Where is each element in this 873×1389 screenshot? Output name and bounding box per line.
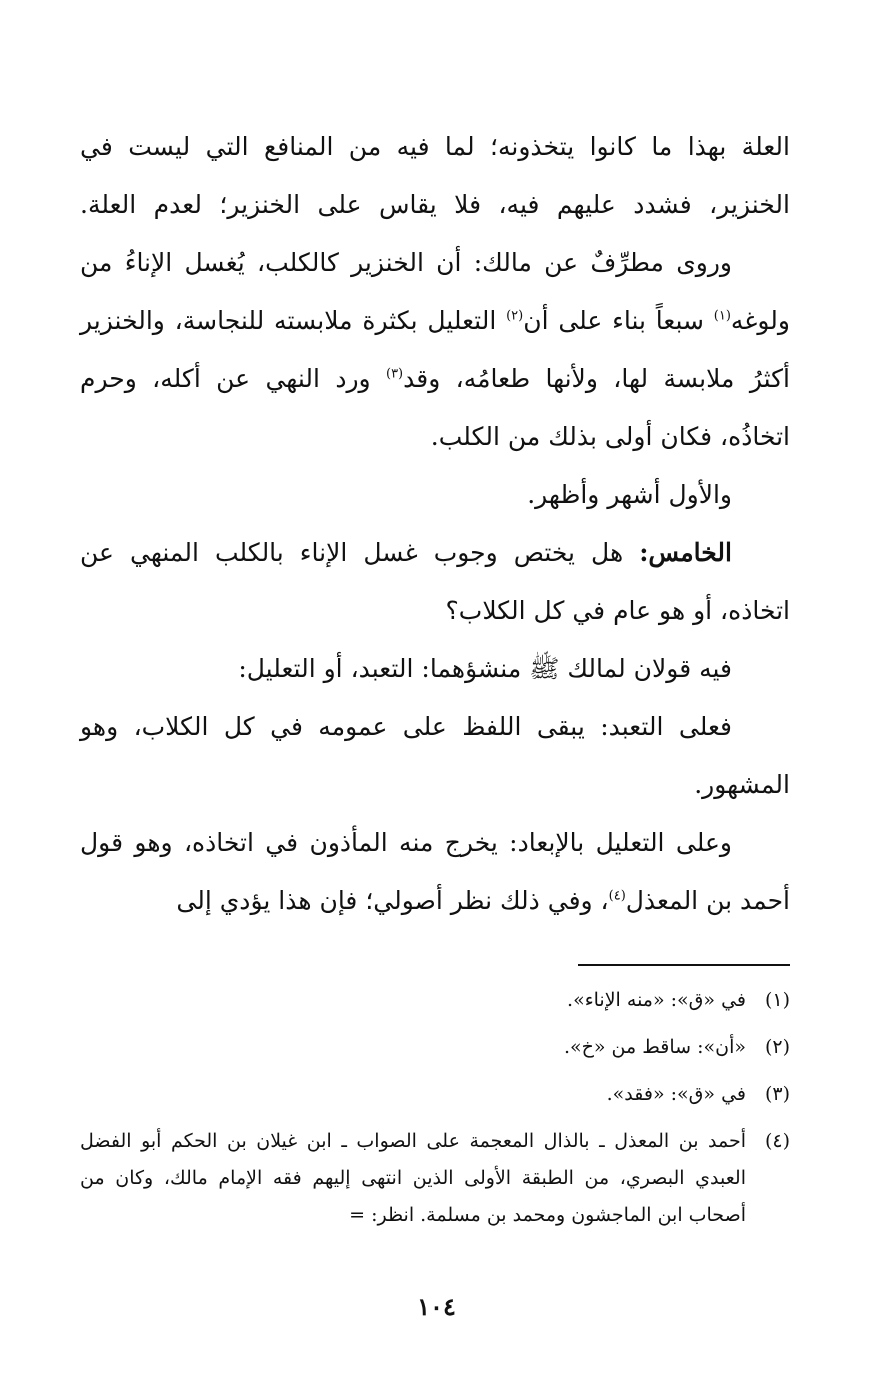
paragraph-6: فعلى التعبد: يبقى اللفظ على عمومه في كل الكلاب، وهو المشهور. — [80, 712, 790, 799]
footnote-2 — [80, 1029, 790, 1066]
footnote-text: أحمد بن المعذل ـ بالذال المعجمة على الصواب ـ ابن غيلان بن الحكم أبو الفضل العبدي البصري، من الطبقة الأولى الذين انتهى إليهم فقه الإمام مالك، وكان من أصحاب ابن الماجشون ومحمد بن مسلمة. انظر: = — [80, 1130, 746, 1226]
footnote-4 — [80, 1123, 790, 1234]
paragraph-4 — [80, 524, 790, 640]
footnote-number: (١) — [764, 989, 790, 1011]
paragraph-2-segment: وروى مطرِّفٌ عن مالك: أن الخنزير كالكلب، يُغسل الإناءُ من ولوغه — [80, 248, 790, 335]
page-number: ١٠٤ — [417, 1292, 456, 1321]
paragraph-2-segment: سبعاً بناء على أن — [523, 306, 714, 335]
paragraph-5: فيه قولان لمالك ﷺ منشؤهما: التعبد، أو التعليل: — [238, 654, 732, 683]
footnote-text: في «ق»: «فقد». — [606, 1083, 746, 1105]
section-heading-word: الخامس: — [639, 538, 732, 567]
paragraph-2 — [80, 234, 790, 466]
paragraph-3: والأول أشهر وأظهر. — [527, 480, 732, 509]
footnote-separator — [578, 964, 790, 966]
footnote-ref-4[interactable]: (٤) — [608, 888, 626, 904]
footnote-text: «أن»: ساقط من «خ». — [563, 1036, 746, 1058]
footnotes — [80, 982, 790, 1234]
paragraph-7-segment: وعلى التعليل بالإبعاد: يخرج منه المأذون في اتخاذه، وهو قول أحمد بن المعذل — [80, 828, 790, 915]
footnote-number: (٣) — [764, 1083, 790, 1105]
footnote-ref-2[interactable]: (٢) — [506, 308, 524, 324]
paragraph-2-segment: التعليل بكثرة ملابسته للنجاسة، والخنزير أكثرُ ملابسة لها، ولأنها طعامُه، وقد — [80, 306, 791, 393]
footnote-number: (٢) — [764, 1036, 790, 1058]
footnote-ref-3[interactable]: (٣) — [385, 366, 404, 382]
footnote-number: (٤) — [764, 1130, 790, 1152]
footnote-ref-1[interactable]: (١) — [713, 308, 731, 324]
footnote-text: في «ق»: «منه الإناء». — [567, 989, 746, 1011]
footnote-1 — [80, 982, 790, 1019]
footnote-3 — [80, 1076, 790, 1113]
paragraph-2-segment: ورد النهي عن أكله، وحرم اتخاذُه، فكان أولى بذلك من الكلب. — [80, 364, 790, 451]
paragraph-1: العلة بهذا ما كانوا يتخذونه؛ لما فيه من المنافع التي ليست في الخنزير، فشدد عليهم فيه، فلا يقاس على الخنزير؛ لعدم العلة. — [80, 132, 790, 219]
paragraph-4-segment: هل يختص وجوب غسل الإناء بالكلب المنهي عن اتخاذه، أو هو عام في كل الكلاب؟ — [80, 538, 790, 625]
paragraph-7-segment: ، وفي ذلك نظر أصولي؛ فإن هذا يؤدي إلى — [176, 886, 609, 915]
main-text — [80, 118, 790, 930]
paragraph-7 — [80, 814, 790, 930]
